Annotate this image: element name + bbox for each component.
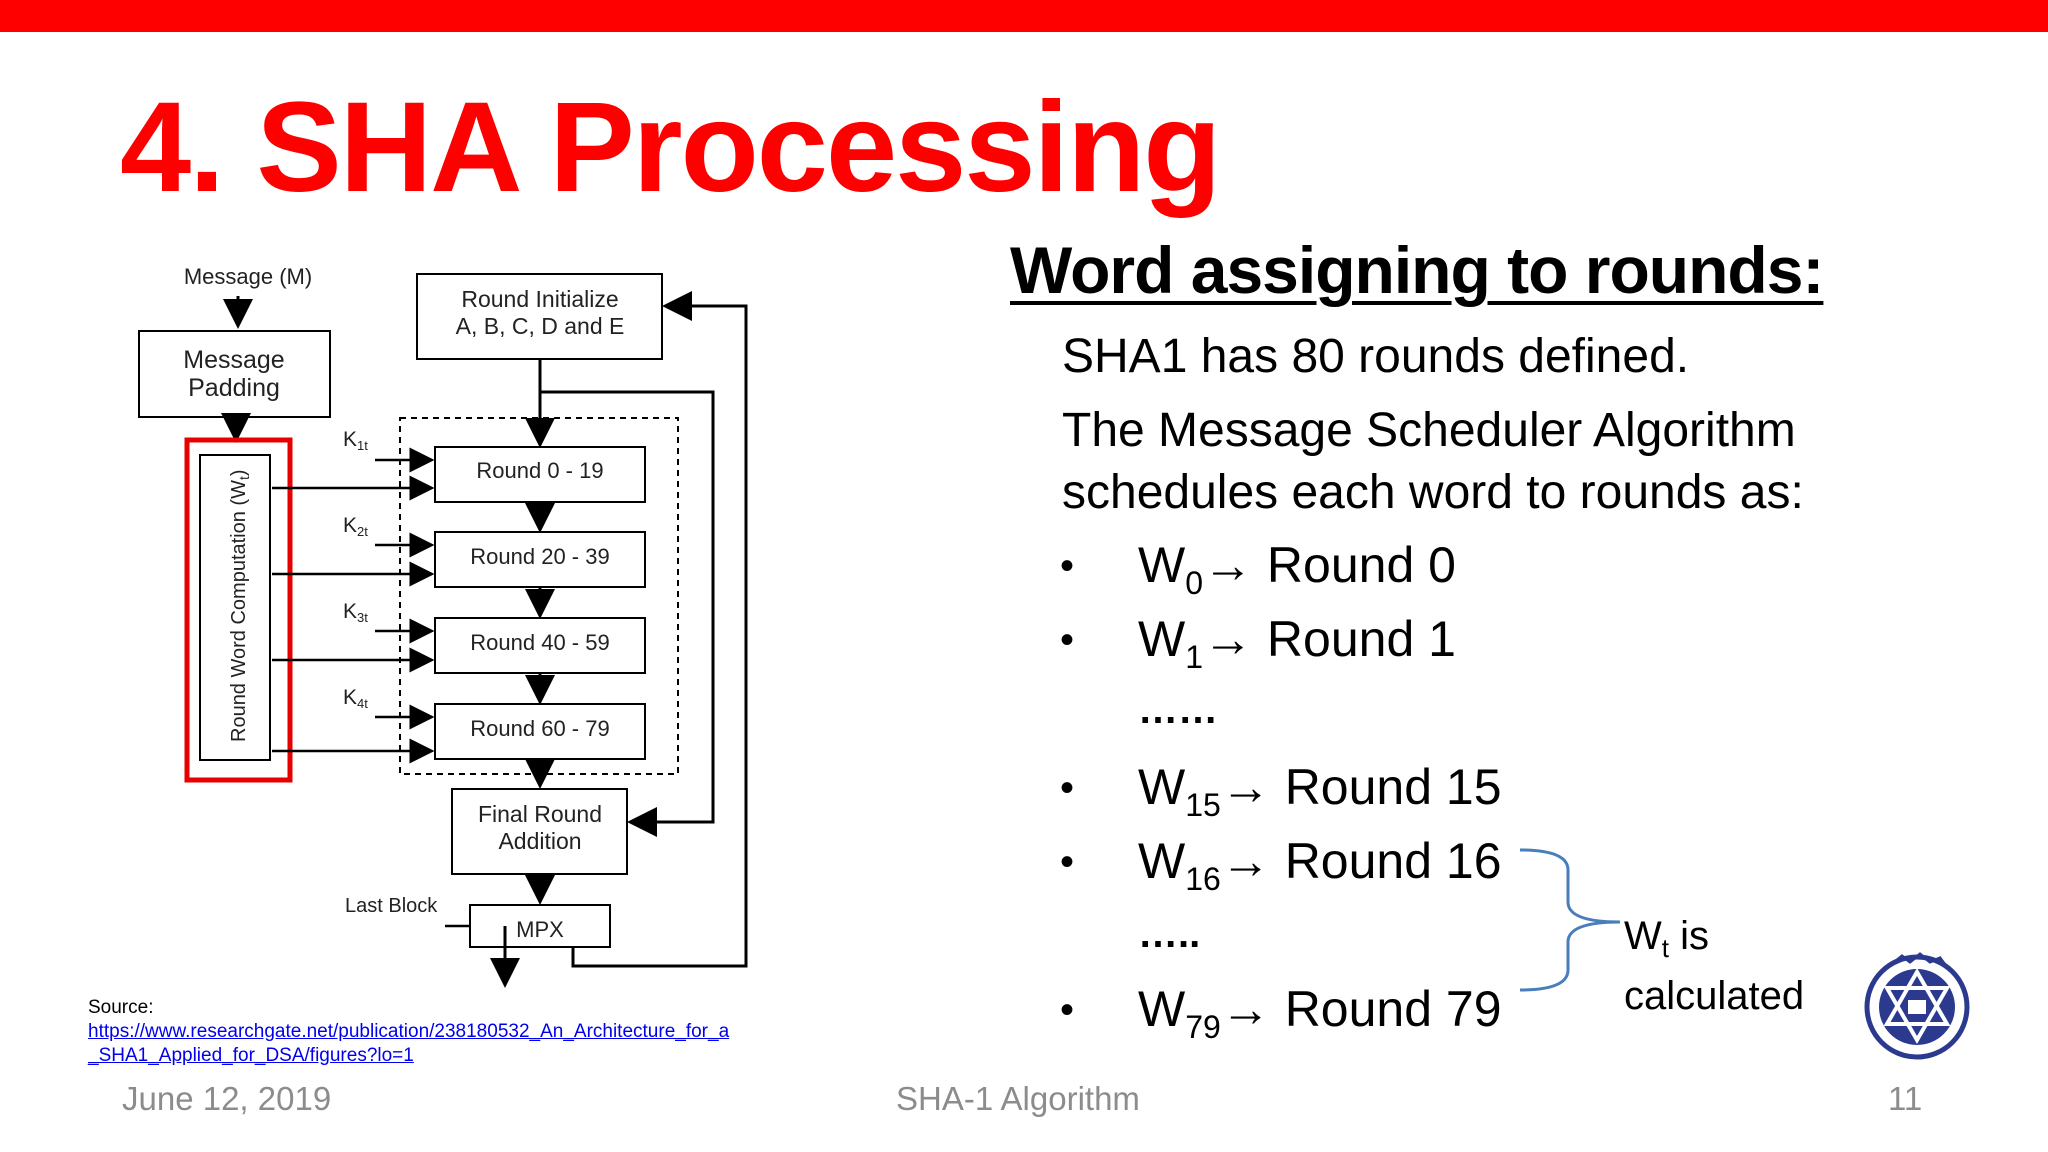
footer-title: SHA-1 Algorithm	[896, 1080, 1140, 1117]
round-label-3: Round 60 - 79	[470, 716, 610, 741]
rounds-count-text: SHA1 has 80 rounds defined.	[1062, 330, 1690, 383]
bypass-arrow	[540, 392, 713, 822]
source-link-line1[interactable]: https://www.researchgate.net/publication/238180532_An_Architecture_for_a	[88, 1021, 730, 1042]
init-label-line1: Round Initialize	[461, 286, 619, 312]
source-link-line2[interactable]: _SHA1_Applied_for_DSA/figures?lo=1	[88, 1045, 414, 1066]
source-label: Source:	[88, 997, 154, 1018]
scheduler-text-line1: The Message Scheduler Algorithm	[1062, 404, 1796, 457]
message-label: Message (M)	[183, 264, 313, 289]
final-label-line2: Addition	[498, 828, 582, 854]
padding-label-line1: Message	[183, 346, 285, 374]
last-block-label: Last Block	[345, 895, 438, 917]
bullet-w0: $W_0\to$ Round 0	[1138, 537, 1456, 601]
round-label-1: Round 20 - 39	[470, 544, 610, 569]
brace-label: $W_t$ is calculated	[1624, 914, 1805, 1018]
padding-label-line2: Padding	[188, 374, 280, 402]
mpx-label: MPX	[516, 917, 564, 942]
final-label-line1: Final Round	[477, 801, 603, 827]
round-label-2: Round 40 - 59	[470, 630, 610, 655]
bullet-dot-3: •	[1060, 840, 1075, 884]
page-number: 11	[1888, 1080, 1923, 1117]
bullet-dot-1: •	[1060, 618, 1075, 662]
ellipsis-1: ……	[1138, 688, 1218, 732]
college-seal-icon	[1862, 952, 1972, 1062]
scheduler-text-line2: schedules each word to rounds as:	[1062, 466, 1804, 519]
k-label-2: K2t	[343, 514, 368, 539]
brace-icon	[1510, 840, 1630, 1000]
bullet-dot-2: •	[1060, 766, 1075, 810]
source-block	[88, 996, 788, 1068]
footer-date: June 12, 2019	[122, 1080, 332, 1117]
bullet-w1: $W_1\to$ Round 1	[1138, 611, 1456, 675]
bullet-dot-0: •	[1060, 544, 1075, 588]
init-label-line2: A, B, C, D and E	[455, 313, 625, 339]
round-label-0: Round 0 - 19	[476, 458, 604, 483]
bullet-w16: $W_{16}\to$ Round 16	[1138, 833, 1502, 897]
section-heading: Word assigning to rounds:	[1010, 233, 1824, 307]
slide-title: 4. SHA Processing	[120, 76, 1220, 219]
ellipsis-2: …..	[1138, 912, 1201, 956]
bullet-w79: $W_{79}\to$ Round 79	[1138, 981, 1502, 1045]
bullet-w15: $W_{15}\to$ Round 15	[1138, 759, 1502, 823]
k-label-3: K3t	[343, 600, 368, 625]
round-word-label: Round Word Computation $(W_t)$	[228, 469, 252, 742]
bullet-dot-4: •	[1060, 988, 1075, 1032]
k-label-1: K1t	[343, 428, 368, 453]
k-label-4: K4t	[343, 686, 368, 711]
k-arrows	[375, 460, 432, 717]
